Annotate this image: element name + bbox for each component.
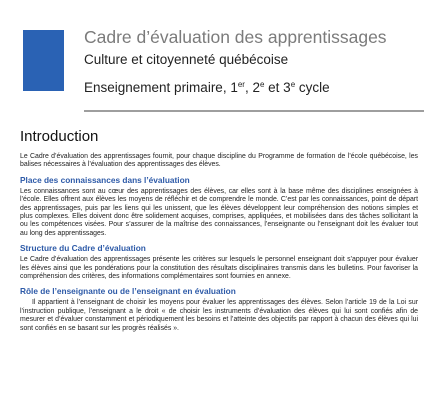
document-subtitle: Culture et citoyenneté québécoise	[84, 52, 289, 67]
section-paragraph: Il appartient à l’enseignant de choisir les moyens pour évaluer les apprentissages des élèves. Selon l’article 19 de la Loi sur l’instruction publique, l’enseignant a le droit « de choisir les instruments d’évaluation des élèves qui lui sont confiés afin de mesurer et d’évaluer constamment et périodiquement les besoins et l’atteinte des objectifs par rapport à chacun des élèves qui lui sont confiés en se basant sur les progrès réalisés ».	[20, 299, 418, 332]
document-body	[20, 128, 418, 338]
levels-suffix: cycle	[295, 80, 330, 95]
introduction-heading: Introduction	[20, 128, 99, 145]
levels-mid-1: , 2	[244, 80, 260, 95]
introduction-paragraph: Le Cadre d’évaluation des apprentissages fournit, pour chaque discipline du Programme de formation de l’école québécoise, les balises nécessaires à l’évaluation des apprentissages des élèves.	[20, 153, 418, 169]
levels-sup-2: e	[259, 80, 265, 89]
levels-prefix: Enseignement primaire, 1	[84, 80, 238, 95]
section-structure	[20, 243, 418, 281]
levels-mid-2: et 3	[264, 80, 291, 95]
section-heading: Place des connaissances dans l’évaluation	[20, 174, 190, 185]
levels-sup-3: e	[290, 80, 296, 89]
section-knowledge	[20, 175, 418, 238]
header-divider	[84, 110, 424, 112]
document-header	[84, 27, 424, 95]
ministry-logo-block	[23, 30, 64, 91]
section-teacher-role	[20, 286, 418, 333]
levels-sup-1: er	[237, 80, 245, 89]
document-title: Cadre d’évaluation des apprentissages	[84, 27, 387, 47]
section-paragraph: Les connaissances sont au cœur des apprentissages des élèves, car elles sont à la base même des disciplines enseignées à l’école. Elles offrent aux élèves les moyens de réfléchir et de comprendre le monde. C’est par les connaissances, point de départ des apprentissages, puis par les liens qui les unissent, que les élèves développent leur compréhension des notions simples et plus complexes. Elles doivent donc être solidement acquises, comprises, appliquées, et mobilisées dans des tâches sollicitant la ou les compétences visées. Pour s’assurer de la maîtrise des connaissances, l’enseignante ou l’enseignant doit les évaluer tout au long des apprentissages.	[20, 187, 418, 237]
section-heading: Structure du Cadre d’évaluation	[20, 243, 146, 254]
section-paragraph: Le Cadre d’évaluation des apprentissages présente les critères sur lesquels le personnel enseignant doit s’appuyer pour évaluer les élèves ainsi que les pondérations pour la constitution des résultats disciplinaires transmis dans les bulletins. Pour favoriser la compréhension des critères, des informations complémentaires sont fournies en annexe.	[20, 256, 418, 281]
section-heading: Rôle de l’enseignante ou de l’enseignant en évaluation	[20, 286, 236, 297]
school-levels	[84, 80, 424, 95]
